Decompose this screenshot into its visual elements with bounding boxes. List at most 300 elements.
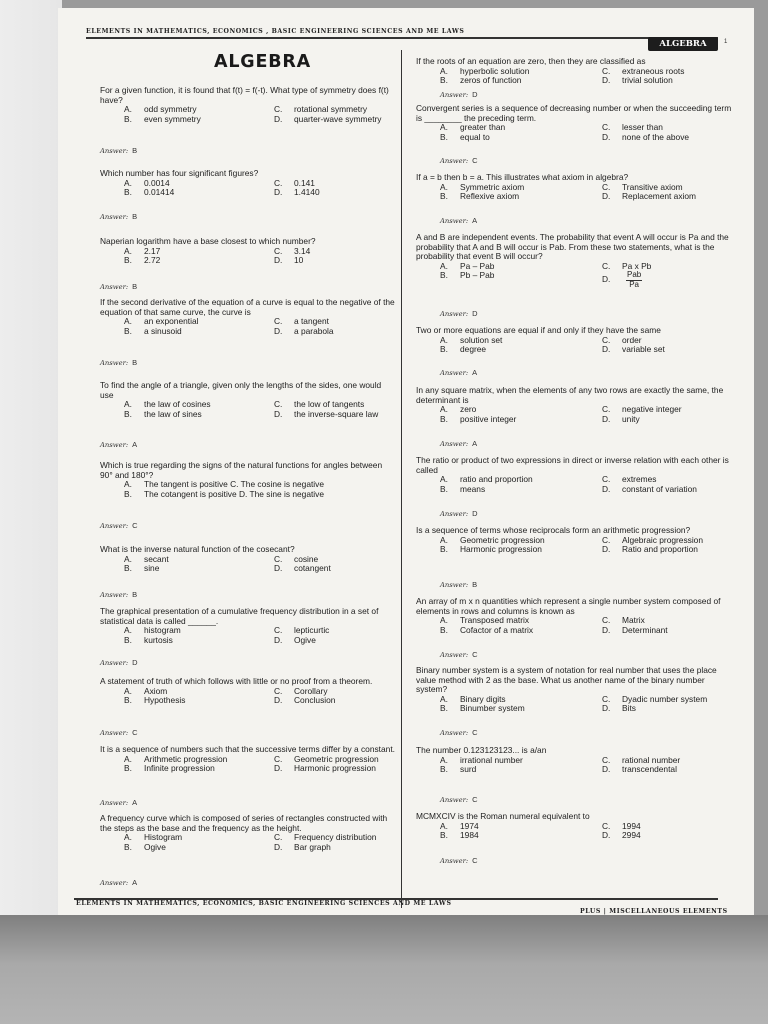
answer-value: C [472,156,478,165]
choice-text: the low of tangents [294,399,365,409]
choice-text: an exponential [144,316,199,326]
answer-value: C [132,728,138,737]
choice-text: Hypothesis [144,695,186,705]
answer-label: Answer: [100,283,129,291]
answer-line [440,856,478,865]
choice-letter: D. [274,187,283,197]
page-edge [0,0,62,920]
choice-b [416,704,574,714]
question-left-9 [100,677,396,706]
choice-text: 1984 [460,830,479,840]
question-stem: Which is true regarding the signs of the natural functions for angles between 90° and 180°? [100,460,383,480]
answer-value: D [472,509,478,518]
answer-value: B [132,146,138,155]
choice-letter: B. [440,270,448,280]
answer-line [100,358,137,367]
choice-text: positive integer [460,413,517,424]
choice-letter: B. [124,695,132,705]
choice-letter: B. [124,563,132,573]
choice-text: quarter-wave symmetry [294,113,382,124]
choice-d [250,843,396,853]
choice-b [416,831,574,841]
choice-letter: B. [440,624,448,635]
choice-letter: B. [124,325,132,336]
choice-letter: A. [440,693,448,704]
choice-letter: A. [440,474,448,484]
choice-b [416,192,574,202]
answer-line [440,795,478,804]
answer-line [440,309,478,318]
choice-d [578,704,736,714]
choice-text: 2.17 [144,245,161,256]
choice-text: none of the above [622,131,690,142]
answer-value: B [132,358,138,367]
choice-letter: D. [602,544,611,554]
answer-label: Answer: [440,440,469,448]
question-right-3 [416,173,736,202]
choice-letter: A. [440,181,448,192]
choice-letter: A. [124,553,132,564]
choice-letter: B. [124,113,132,124]
question-stem: It is a sequence of numbers such that the successive terms differ by a constant. [100,744,395,754]
answer-value: C [472,650,478,659]
choice-letter: B. [440,703,448,713]
choice-letter: D. [602,75,611,85]
choice-letter: D. [602,274,611,285]
choice-letter: A. [440,334,448,345]
answer-line [440,439,477,448]
page-title: ALGEBRA [214,52,311,72]
choice-d [578,133,736,143]
answer-line [440,650,478,659]
answer-label: Answer: [440,510,469,518]
question-left-4 [100,298,396,336]
choice-text: Infinite progression [144,763,215,773]
choice-text: cosine [294,553,319,564]
choice-letter: D. [274,255,283,265]
choice-text: sine [144,563,160,573]
choice-a [100,833,246,843]
choice-text: Reflexive axiom [460,191,520,201]
choice-text: 0.0014 [144,177,170,188]
section-badge: ALGEBRA [648,37,718,51]
choice-letter: B. [124,255,132,265]
choice-letter: B. [440,764,448,774]
answer-line [100,728,138,737]
scan-shadow [0,915,768,1024]
choice-text: surd [460,764,477,774]
choice-text: 3.14 [294,245,311,256]
choice-text: Algebraic progression [622,534,704,545]
choice-b [100,764,246,774]
choice-text: Histogram [144,832,183,842]
choice-text: Binary digits [460,693,506,704]
answer-line [100,212,137,221]
choice-letter: D. [274,325,283,336]
question-stem: For a given function, it is found that f(t) = f(-t). What type of symmetry does f(t) have? [100,85,389,105]
choice-b [416,545,574,555]
answer-label: Answer: [440,369,469,377]
choice-letter: C. [274,177,283,188]
choice-letter: C. [602,693,611,704]
question-left-8 [100,607,396,645]
choice-text: The cotangent is positive D. The sine is negative [144,488,325,499]
answer-label: Answer: [100,879,129,887]
choice-d [250,636,396,646]
answer-line [100,146,137,155]
question-right-2 [416,104,736,142]
answer-value: A [132,440,138,449]
choice-letter: A. [124,479,132,489]
choice-text: degree [460,344,487,354]
choice-b [416,345,574,355]
question-stem: Binary number system is a system of notation for real number that uses the place value method with 2 as the base. What us another name of the binary number system? [416,665,717,694]
question-stem: Two or more equations are equal if and only if they have the same [416,325,661,335]
choice-text: Geometric progression [294,753,379,764]
choice-letter: C. [602,534,611,545]
answer-line [440,90,478,99]
answer-label: Answer: [440,157,469,165]
choice-text: variable set [622,344,665,354]
question-left-1 [100,86,396,124]
question-left-10 [100,745,396,774]
choice-letter: A. [440,754,448,765]
answer-value: D [472,90,478,99]
choice-text: hyperbolic solution [460,65,530,76]
question-left-3 [100,237,396,266]
choice-text: 2994 [622,830,641,840]
choice-letter: D. [274,695,283,705]
choice-text: Bar graph [294,841,331,852]
choice-text: irrational number [460,754,523,765]
choice-d [578,831,736,841]
question-right-10 [416,666,736,714]
question-stem: An array of m x n quantities which represent a single number system composed of elements in rows and columns is known as [416,596,721,616]
fraction-numerator: Pab [627,270,642,279]
choice-text: Ogive [144,841,166,852]
choice-letter: B. [124,408,132,419]
choice-text: solution set [460,334,503,345]
choice-text: transcendental [622,764,677,774]
question-stem: Naperian logarithm have a base closest to which number? [100,236,316,246]
question-left-5 [100,381,396,419]
question-right-12 [416,812,736,841]
answer-value: A [132,878,138,887]
answer-label: Answer: [100,441,129,449]
choice-letter: C. [602,820,611,831]
question-right-7 [416,456,736,494]
question-stem: In any square matrix, when the elements of any two rows are exactly the same, the determinant is [416,385,724,405]
choice-b [416,76,574,86]
column-divider [401,50,402,908]
choice-letter: A. [124,625,132,635]
choice-letter: C. [274,832,283,842]
choice-letter: A. [124,685,132,696]
choice-c [250,179,396,189]
choice-text: cotangent [294,563,331,573]
question-stem: If a = b then b = a. This illustrates what axiom in algebra? [416,172,629,182]
answer-line [100,590,137,599]
answer-label: Answer: [440,651,469,659]
choice-text: zeros of function [460,75,522,85]
choice-b [100,327,246,337]
choice-text: 0.141 [294,177,315,188]
question-stem: Is a sequence of terms whose reciprocals form an arithmetic progression? [416,525,691,535]
choice-letter: B. [440,131,448,142]
answer-label: Answer: [100,591,129,599]
choice-letter: D. [602,191,611,201]
question-stem: Convergent series is a sequence of decreasing number or when the succeeding term is ________ the preceding term. [416,103,732,123]
question-left-7 [100,545,396,574]
choice-d [578,626,736,636]
choice-text: equal to [460,131,490,142]
question-right-5 [416,326,736,355]
choice-letter: C. [602,260,611,271]
answer-line [100,521,138,530]
choice-letter: A. [124,753,132,764]
choice-letter: B. [440,483,448,494]
answer-line [440,580,477,589]
answer-value: C [472,728,478,737]
choice-text: the law of sines [144,408,202,419]
choice-a [100,555,246,565]
answer-label: Answer: [100,522,129,530]
question-left-6 [100,461,396,499]
choice-b [100,410,246,420]
choice-letter: C. [602,65,611,76]
answer-value: C [472,795,478,804]
choice-text: the inverse-square law [294,408,379,419]
choice-text: histogram [144,625,181,635]
choice-text: Cofactor of a matrix [460,624,534,635]
choice-b [100,843,246,853]
choice-letter: A. [124,104,132,114]
choice-letter: D. [274,563,283,573]
answer-value: A [472,216,478,225]
choice-text: a sinusoid [144,325,182,336]
answer-value: C [472,856,478,865]
choice-text: Axiom [144,685,168,696]
choice-d [250,256,396,266]
choice-text: greater than [460,122,506,132]
choice-text: odd symmetry [144,104,197,114]
question-stem: The ratio or product of two expressions in direct or inverse relation with each other is called [416,455,729,475]
choice-letter: A. [440,65,448,76]
choice-letter: A. [124,245,132,256]
choice-d [250,115,396,125]
choice-b [100,115,246,125]
choice-text: extremes [622,474,657,484]
choice-text: Arithmetic progression [144,753,228,764]
answer-value: C [132,521,138,530]
choice-letter: A. [124,177,132,188]
answer-label: Answer: [100,799,129,807]
choice-letter: A. [440,534,448,545]
answer-line [440,509,478,518]
running-footer: ELEMENTS IN MATHEMATICS, ECONOMICS, BASIC ENGINEERING SCIENCES AND ME LAWS [76,900,452,907]
choice-text: extraneous roots [622,65,685,76]
choice-b [100,490,396,500]
choice-text: Binumber system [460,703,525,713]
question-stem: The number 0.123123123... is a/an [416,745,547,755]
choice-text: kurtosis [144,634,173,645]
choice-d [250,327,396,337]
choice-text: 1974 [460,820,479,831]
choice-letter: C. [274,753,283,764]
choice-letter: A. [440,615,448,625]
question-stem: A statement of truth of which follows with little or no proof from a theorem. [100,676,373,686]
choice-d [250,410,396,420]
question-stem: To find the angle of a triangle, given only the lengths of the sides, one would use [100,380,382,400]
choice-text: Transitive axiom [622,181,683,192]
choice-text: Matrix [622,615,645,625]
answer-label: Answer: [100,729,129,737]
choice-b [100,636,246,646]
choice-letter: D. [274,634,283,645]
answer-line [440,728,478,737]
choice-text: rotational symmetry [294,104,368,114]
choice-text: Dyadic number system [622,693,708,704]
choice-letter: C. [602,334,611,345]
answer-value: D [132,658,138,667]
choice-d [250,696,396,706]
choice-letter: B. [440,544,448,554]
answer-value: B [132,282,138,291]
choice-d [578,192,736,202]
answer-label: Answer: [440,91,469,99]
choice-letter: D. [602,131,611,142]
choice-c [578,262,736,272]
choice-b [100,188,246,198]
choice-letter: B. [124,634,132,645]
question-stem: MCMXCIV is the Roman numeral equivalent to [416,811,590,821]
answer-value: A [132,798,138,807]
question-right-1 [416,57,736,86]
choice-d [578,545,736,555]
choice-text: zero [460,404,477,414]
choice-b [416,271,574,289]
choice-b [416,133,574,143]
choice-text: trivial solution [622,75,673,85]
page-number: 1 [724,39,728,45]
choice-c [250,626,396,636]
choice-b [100,564,246,574]
choice-letter: C. [274,245,283,256]
choice-letter: B. [124,763,132,773]
choice-text: even symmetry [144,113,201,124]
answer-line [440,216,477,225]
choice-letter: B. [124,841,132,852]
answer-line [100,658,138,667]
question-right-9 [416,597,736,635]
choice-text: Pa x Pb [622,260,652,271]
choice-c [250,247,396,257]
choice-text: 0.01414 [144,187,175,197]
question-stem: If the second derivative of the equation of a curve is equal to the negative of the equation of that same curve, the curve is [100,297,395,317]
answer-label: Answer: [100,359,129,367]
choice-letter: C. [274,316,283,326]
choice-letter: C. [602,615,611,625]
choice-letter: C. [274,553,283,564]
footer-section-label: PLUS | MISCELLANEOUS ELEMENTS [580,908,728,915]
choice-d [250,764,396,774]
choice-b [416,415,574,425]
choice-text: 1994 [622,820,641,831]
question-stem: Which number has four significant figures? [100,168,259,178]
answer-value: A [472,368,478,377]
question-stem: If the roots of an equation are zero, then they are classified as [416,56,646,66]
question-right-8 [416,526,736,555]
choice-letter: D. [602,413,611,424]
choice-letter: C. [602,404,611,414]
choice-text: order [622,334,642,345]
answer-value: D [472,309,478,318]
choice-text: Symmetric axiom [460,181,525,192]
choice-text: Transposed matrix [460,615,530,625]
choice-d [578,415,736,425]
answer-label: Answer: [100,659,129,667]
choice-letter: A. [440,122,448,132]
choice-d [578,271,736,289]
choice-text: Pa – Pab [460,260,495,271]
choice-text: Determinant [622,624,668,635]
choice-letter: C. [274,685,283,696]
choice-letter: D. [274,113,283,124]
choice-text: ratio and proportion [460,474,533,484]
choice-d [250,564,396,574]
choice-text: 10 [294,255,304,265]
answer-line [100,440,137,449]
fraction [626,271,642,289]
choice-letter: C. [274,104,283,114]
choice-letter: B. [124,187,132,197]
question-stem: A frequency curve which is composed of series of rectangles constructed with the steps as the base and the frequency as the height. [100,813,388,833]
choice-text: Harmonic progression [460,544,542,554]
running-header: ELEMENTS IN MATHEMATICS, ECONOMICS , BASIC ENGINEERING SCIENCES AND ME LAWS [86,28,465,35]
choice-letter: C. [602,122,611,132]
choice-text: Ogive [294,634,316,645]
choice-text: Harmonic progression [294,763,376,773]
answer-line [100,282,137,291]
question-left-11 [100,814,396,852]
choice-letter: A. [440,260,448,271]
choice-text: lepticurtic [294,625,330,635]
choice-text: The tangent is positive C. The cosine is negative [144,479,325,489]
choice-letter: B. [440,75,448,85]
choice-d [250,188,396,198]
answer-label: Answer: [440,310,469,318]
header-rule [86,37,718,39]
answer-label: Answer: [440,217,469,225]
question-right-6 [416,386,736,424]
question-right-11 [416,746,736,775]
choice-text: Geometric progression [460,534,545,545]
choice-letter: B. [440,413,448,424]
choice-text: a tangent [294,316,329,326]
answer-line [440,156,478,165]
choice-d [578,345,736,355]
question-right-4 [416,233,736,289]
choice-letter: A. [440,404,448,414]
choice-text: the law of cosines [144,399,211,409]
choice-text: Frequency distribution [294,832,377,842]
choice-b [416,765,574,775]
choice-letter: D. [602,483,611,494]
answer-line [100,798,137,807]
answer-label: Answer: [440,581,469,589]
choice-letter: D. [274,763,283,773]
answer-value: A [472,439,478,448]
